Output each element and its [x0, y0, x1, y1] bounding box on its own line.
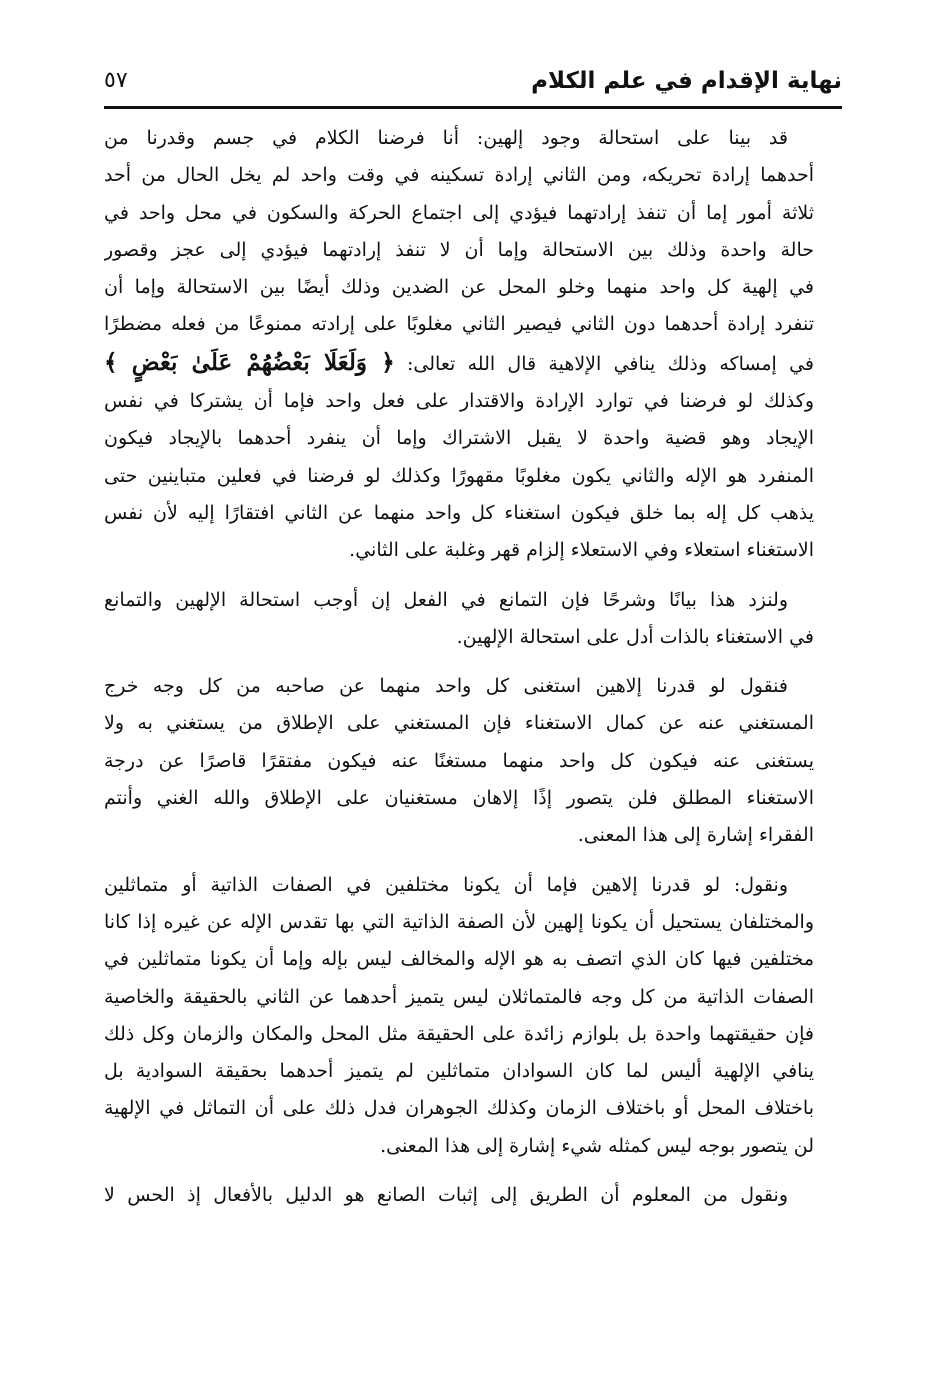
page-number: ٥٧: [104, 68, 128, 93]
text-line: الاستغناء المطلق فلن يتصور إذًا إلاهان مستغنيان على الإطلاق والله الغني وأنتم: [104, 787, 814, 810]
text-line: والمختلفان يستحيل أن يكونا إلهين لأن الصفة الذاتية التي بها تقدس الإله عن غيره إذا كانا: [104, 910, 814, 933]
text-line: الصفات الذاتية من كل وجه فالمتماثلان ليس يتميز أحدهما عن الثاني بالحقيقة والخاصية: [104, 985, 814, 1008]
text-line: ونقول من المعلوم أن الطريق إلى إثبات الصانع هو الدليل بالأفعال إذ الحس لا: [104, 1184, 788, 1207]
text-line: الاستغناء استعلاء وفي الاستعلاء إلزام قهر وغلبة على الثاني.: [349, 539, 814, 562]
verse-intro: في إمساكه وذلك ينافي الإلاهية قال الله تعالى:: [407, 352, 814, 375]
text-line: أحدهما إرادة تحريكه، ومن الثاني إرادة تسكينه في وقت واحد لم يخل الحال من أحد: [104, 164, 814, 187]
text-line: ينافي الإلهية أليس لما كان السوادان متماثلين لم يتميز أحدهما بحقيقة السوادية بل: [104, 1060, 814, 1083]
paragraph-3: [104, 668, 842, 854]
text-line: حالة واحدة وذلك بين الاستحالة وإما أن لا تنفذ إرادتهما فيؤدي إلى عجز وقصور: [104, 238, 814, 261]
text-line: ونقول: لو قدرنا إلاهين فإما أن يكونا مختلفين في الصفات الذاتية أو متماثلين: [104, 873, 788, 896]
text-line: وكذلك لو فرضنا في توارد الإرادة والاقتدار على فعل واحد فإما أن يشتركا في نفس: [104, 390, 814, 413]
paragraph-2: [104, 582, 842, 657]
verse-line: [104, 344, 842, 383]
paragraph-5: [104, 1177, 842, 1214]
text-line: مختلفين فيها كان الذي اتصف به هو الإله والمخالف ليس بإله وإما أن يكونا متماثلين في: [104, 948, 815, 971]
header-rule: [104, 106, 842, 109]
text-line: الفقراء إشارة إلى هذا المعنى.: [577, 824, 814, 847]
text-line: باختلاف المحل أو باختلاف الزمان وكذلك الجوهران فدل ذلك على أن التماثل في الإلهية: [104, 1097, 814, 1120]
book-title: نهاية الإقدام في علم الكلام: [531, 68, 842, 94]
text-line: يستغنى عنه فيكون كل واحد منهما مستغنًا عنه فيكون مفتقرًا قاصرًا عن درجة: [104, 749, 814, 772]
text-line: المنفرد هو الإله والثاني يكون مغلوبًا مقهورًا وكذلك لو فرضنا في فعلين متباينين حتى: [104, 464, 814, 487]
text-line: لن يتصور بوجه ليس كمثله شيء إشارة إلى هذا المعنى.: [380, 1134, 814, 1157]
text-line: تنفرد إرادة أحدهما دون الثاني فيصير الثاني مغلوبًا على إرادته ممنوعًا من فعله مضطرًا: [104, 313, 814, 336]
text-line: ثلاثة أمور إما أن تنفذ إرادتهما فيؤدي إلى اجتماع الحركة والسكون في محل واحد في: [104, 201, 814, 224]
text-line: قد بينا على استحالة وجود إلهين: أنا فرضنا الكلام في جسم وقدرنا من: [104, 127, 788, 149]
paragraph-4: [104, 867, 842, 1165]
text-line: الإيجاد وهو قضية واحدة لا يقبل الاشتراك وإما أن ينفرد أحدهما بالإيجاد فيكون: [104, 427, 814, 450]
text-line: في إلهية كل واحد منهما وخلو المحل عن الضدين وذلك أيضًا بين الاستحالة وإما أن: [104, 276, 814, 299]
body-text: [104, 120, 842, 1226]
paragraph-1: [104, 120, 842, 570]
page-header: [104, 62, 842, 102]
text-line: يذهب كل إله بما خلق فيكون استغناء كل واحد منهما عن الثاني افتقارًا إليه لأن نفس: [104, 501, 814, 524]
text-line: المستغني عنه عن كمال الاستغناء فإن المستغني على الإطلاق من يستغني به ولا: [104, 712, 814, 735]
text-line: ولنزد هذا بيانًا وشرحًا فإن التمانع في الفعل إن أوجب استحالة الإلهين والتمانع: [104, 588, 788, 611]
text-line: في الاستغناء بالذات أدل على استحالة الإلهين.: [456, 625, 814, 648]
quran-verse: ﴿ وَلَعَلَا بَعْضُهُمْ عَلَىٰ بَعْضٍ ﴾: [104, 348, 395, 376]
text-line: فإن حقيقتهما واحدة بل بلوازم زائدة على الحقيقة مثل المحل والمكان والزمان وكل ذلك: [104, 1022, 814, 1045]
text-line: فنقول لو قدرنا إلاهين استغنى كل واحد منهما عن صاحبه من كل وجه خرج: [104, 675, 788, 698]
